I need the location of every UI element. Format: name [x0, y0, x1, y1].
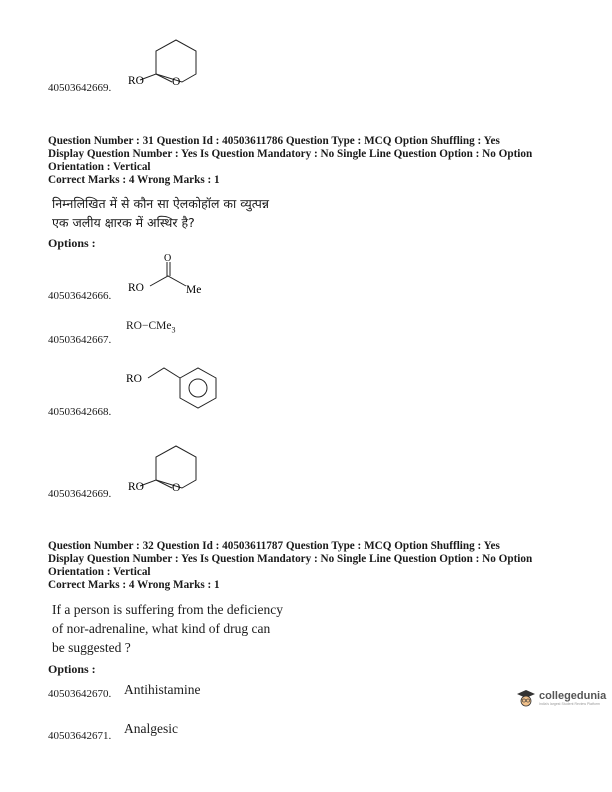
- option-text: Analgesic: [124, 721, 178, 736]
- option-id: 40503642671.: [48, 730, 112, 742]
- question-meta-line3: Orientation : Vertical: [48, 161, 151, 173]
- carbonyl-oxygen-label: O: [164, 253, 172, 264]
- question-text: [52, 600, 283, 657]
- option-text: Antihistamine: [124, 682, 201, 697]
- question-marks: Correct Marks : 4 Wrong Marks : 1: [48, 174, 220, 186]
- watermark-tagline: India's largest Student Review Platform: [539, 702, 600, 706]
- ester-structure: [118, 252, 218, 298]
- option-id: 40503642669.: [48, 82, 112, 94]
- thp-ether-structure: [120, 36, 220, 94]
- question-meta-line2: Display Question Number : Yes Is Question Mandatory : No Single Line Question Option : No Option: [48, 553, 533, 565]
- graduate-mascot-icon: [516, 688, 536, 708]
- ro-label: RO: [128, 75, 144, 87]
- question-text-line2: एक जलीय क्षारक में अस्थिर है?: [52, 215, 195, 230]
- question-meta-line1: Question Number : 32 Question Id : 40503611787 Question Type : MCQ Option Shuffling : Yes: [48, 540, 500, 552]
- option-id: 40503642669.: [48, 488, 112, 500]
- thp-ether-structure: [120, 442, 220, 500]
- question-meta-line3: Orientation : Vertical: [48, 566, 151, 578]
- options-label: Options :: [48, 662, 96, 676]
- tert-butyl-ether-formula: RO−CMe$_3$: [126, 320, 176, 335]
- question-meta: [48, 540, 532, 592]
- collegedunia-watermark: [516, 688, 606, 708]
- watermark-name: collegedunia: [539, 690, 607, 702]
- question-meta-line2: Display Question Number : Yes Is Question Mandatory : No Single Line Question Option : No Option: [48, 148, 533, 160]
- question-meta: [48, 135, 532, 187]
- question-text-line2: of nor-adrenaline, what kind of drug can: [52, 621, 271, 636]
- option-id: 40503642670.: [48, 688, 112, 700]
- question-text-line1: निम्नलिखित में से कौन सा ऐलकोहॉल का व्युत्पन्न: [52, 196, 269, 211]
- question-text-line3: be suggested ?: [52, 640, 131, 655]
- methyl-label: Me: [186, 284, 202, 296]
- question-text: [52, 194, 269, 232]
- question-marks: Correct Marks : 4 Wrong Marks : 1: [48, 579, 220, 591]
- question-text-line1: If a person is suffering from the deficiency: [52, 602, 284, 617]
- option-id: 40503642667.: [48, 334, 112, 346]
- benzyl-ether-structure: [118, 362, 248, 418]
- question-meta-line1: Question Number : 31 Question Id : 40503611786 Question Type : MCQ Option Shuffling : Yes: [48, 135, 500, 147]
- ro-label: RO: [128, 481, 144, 493]
- option-id: 40503642666.: [48, 290, 112, 302]
- options-label: Options :: [48, 236, 96, 250]
- ro-label: RO: [126, 373, 142, 385]
- ring-oxygen-label: O: [172, 482, 181, 494]
- option-id: 40503642668.: [48, 406, 112, 418]
- ring-oxygen-label: O: [172, 76, 181, 88]
- ro-label: RO: [128, 282, 144, 294]
